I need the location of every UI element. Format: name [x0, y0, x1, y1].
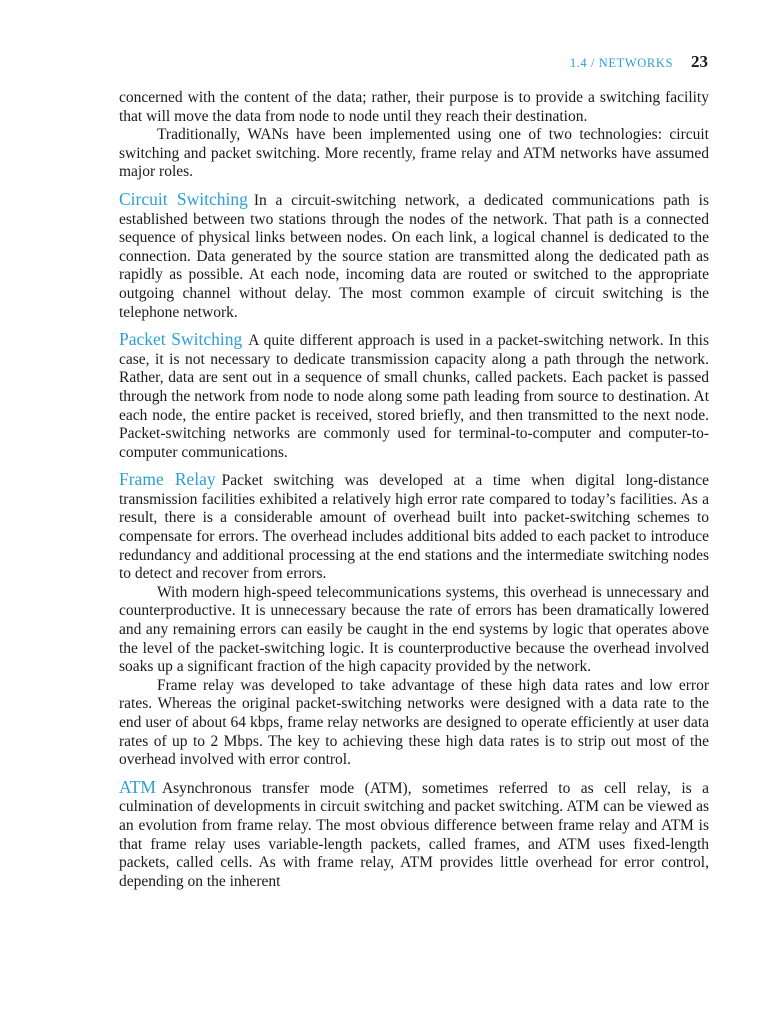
page-header: [570, 52, 708, 72]
paragraph-wan-technologies: Traditionally, WANs have been implemented using one of two technologies: circuit switching and packet switching. More recently, frame relay and ATM networks have assumed major roles.: [119, 126, 709, 181]
paragraph-frame-relay-overhead: With modern high-speed telecommunications systems, this overhead is unnecessary and counterproductive. It is unnecessary because the rate of errors has been dramatically lowered and any remaining errors can easily be caught in the end systems by logic that operates above the level of the packet-switching logic. It is counterproductive because the overhead involved soaks up a significant fraction of the high capacity provided by the network.: [119, 583, 709, 676]
section-frame-relay: [119, 470, 709, 584]
section-circuit-switching: [119, 190, 709, 322]
packet-switching-text: A quite different approach is used in a packet-switching network. In this case, it is not necessary to dedicate transmission capacity along a path through the network. Rather, data are sent out in a sequence of small chunks, called packets. Each packet is passed through the network from node to node along some path leading from source to destination. At each node, the entire packet is received, stored briefly, and then transmitted to the next node. Packet-switching networks are commonly used for terminal-to-computer and computer-to-computer communications.: [119, 332, 709, 461]
section-atm: [119, 778, 709, 892]
frame-relay-text: Packet switching was developed at a time when digital long-distance transmission facilities exhibited a relatively high error rate compared to today’s facilities. As a result, there is a considerable amount of overhead built into packet-switching schemes to compensate for errors. The overhead includes additional bits added to each packet to introduce redundancy and additional processing at the end stations and the intermediate switching nodes to detect and recover from errors.: [119, 472, 709, 583]
atm-text: Asynchronous transfer mode (ATM), sometimes referred to as cell relay, is a culmination of developments in circuit switching and packet switching. ATM can be viewed as an evolution from frame relay. The most obvious difference between frame relay and ATM is that frame relay uses variable-length packets, called frames, and ATM uses fixed-length packets, called cells. As with frame relay, ATM provides little overhead for error control, depending on the inherent: [119, 779, 709, 890]
paragraph-frame-relay-rates: Frame relay was developed to take advantage of these high data rates and low error rates. Whereas the original packet-switching networks were designed with a data rate to the end user of about 64 kbps, frame relay networks are designed to operate efficiently at user data rates of up to 2 Mbps. The key to achieving these high data rates is to strip out most of the overhead involved with error control.: [119, 676, 709, 769]
running-head: 1.4 / NETWORKS: [569, 56, 673, 70]
heading-circuit-switching: Circuit Switching: [119, 188, 248, 209]
section-packet-switching: [119, 330, 709, 462]
heading-atm: ATM: [119, 776, 156, 797]
heading-frame-relay: Frame Relay: [119, 469, 216, 490]
heading-packet-switching: Packet Switching: [119, 329, 243, 350]
paragraph-continuation: concerned with the content of the data; rather, their purpose is to provide a switching facility that will move the data from node to node until they reach their destination.: [119, 89, 709, 125]
circuit-switching-text: In a circuit-switching network, a dedicated communications path is established between two stations through the nodes of the network. That path is a connected sequence of physical links between nodes. On each link, a logical channel is dedicated to the connection. Data generated by the source station are transmitted along the dedicated path as rapidly as possible. At each node, incoming data are routed or switched to the appropriate outgoing channel without delay. The most common example of circuit switching is the telephone network.: [119, 191, 709, 321]
body-text: [119, 89, 709, 891]
page-number: 23: [691, 52, 708, 71]
